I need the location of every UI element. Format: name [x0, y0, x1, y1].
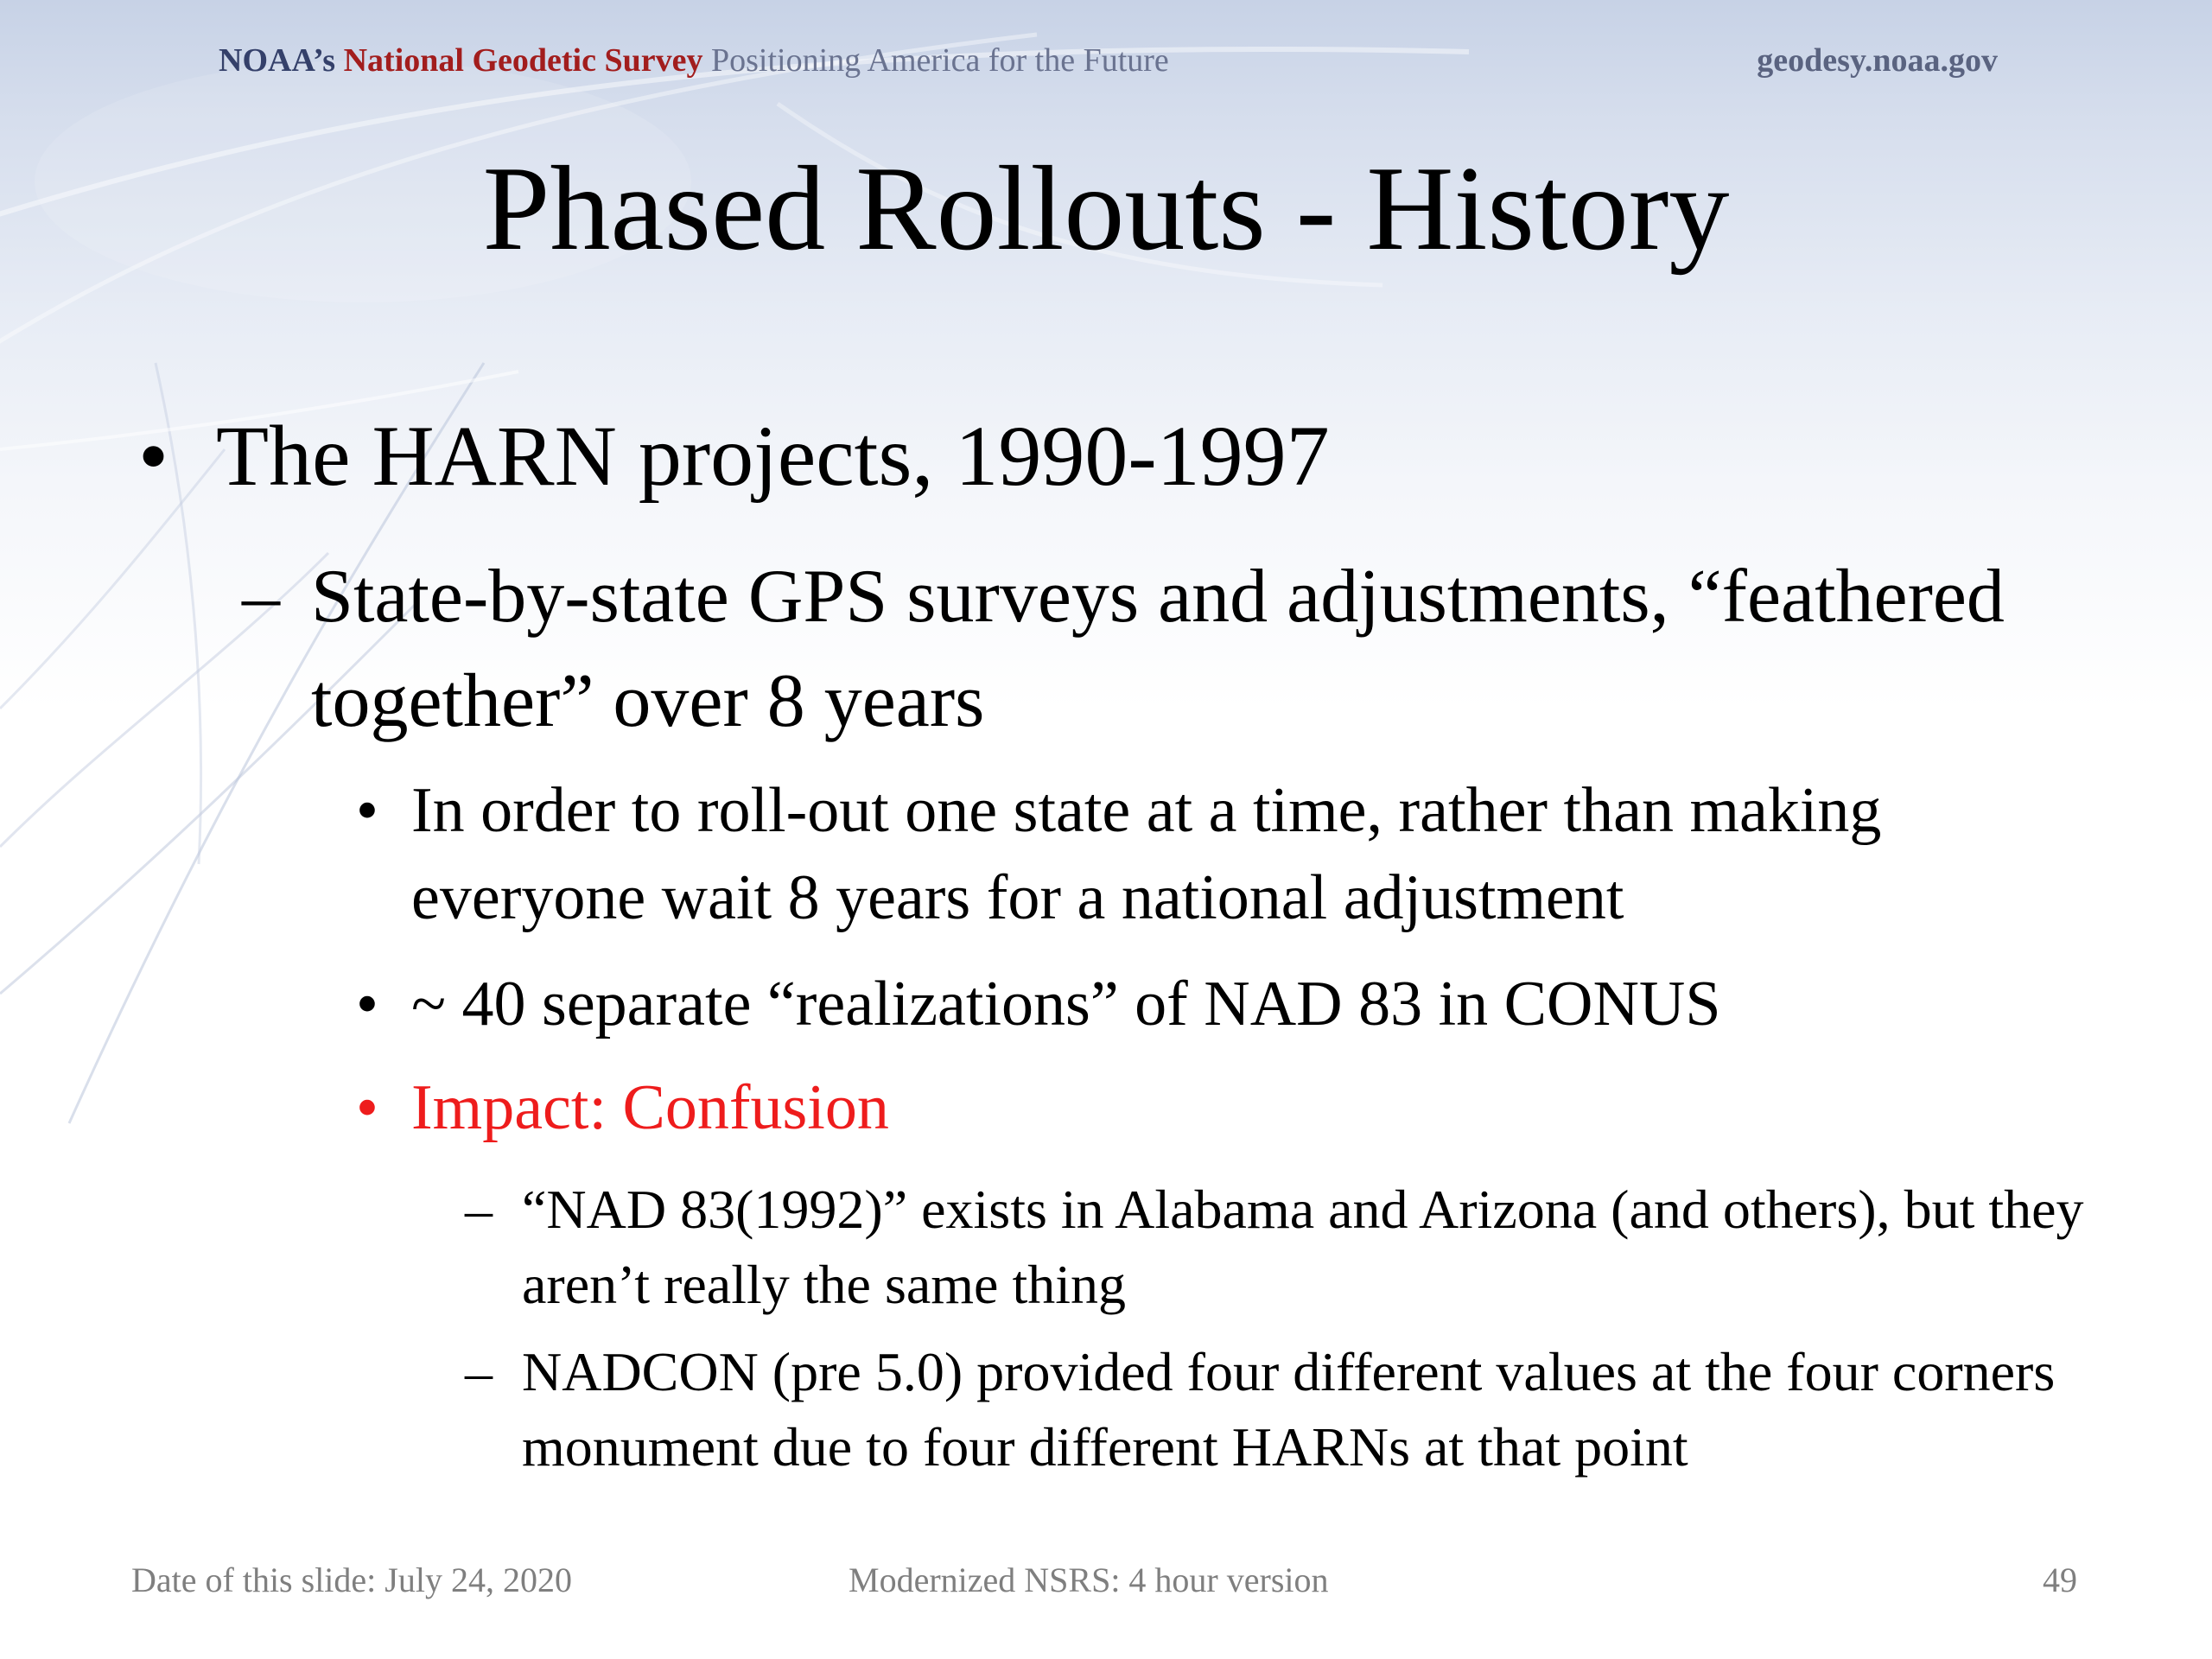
dash-marker: – — [465, 1341, 493, 1402]
header-website: geodesy.noaa.gov — [1757, 42, 1998, 79]
bullet-marker: • — [138, 408, 169, 504]
slide-title: Phased Rollouts - History — [482, 142, 1730, 276]
header-org: NOAA’s — [219, 42, 336, 79]
bullet-text: “NAD 83(1992)” exists in Alabama and Arizona (and others), but they aren’t really the same thing — [522, 1179, 2084, 1316]
bullet-text: NADCON (pre 5.0) provided four different values at the four corners monument due to four different HARNs at that point — [522, 1341, 2056, 1478]
bullet-marker: • — [356, 969, 378, 1039]
footer-date: Date of this slide: July 24, 2020 — [131, 1560, 572, 1599]
dash-marker: – — [465, 1179, 493, 1240]
footer-presentation-title: Modernized NSRS: 4 hour version — [849, 1560, 1329, 1599]
dash-marker: – — [242, 555, 280, 639]
bullet-text: ~ 40 separate “realizations” of NAD 83 in CONUS — [411, 969, 1721, 1039]
bullet-marker: • — [356, 775, 378, 846]
bullet-text: The HARN projects, 1990-1997 — [216, 408, 1330, 504]
bullet-text-emphasis: Impact: Confusion — [411, 1072, 889, 1143]
header-tagline: Positioning America for the Future — [710, 42, 1169, 79]
footer-page-number: 49 — [2043, 1560, 2077, 1599]
bullet-text: State-by-state GPS surveys and adjustments, “feathered together” over 8 years — [311, 555, 2005, 744]
bullet-marker: • — [356, 1072, 378, 1143]
header-branding — [219, 41, 1169, 79]
bullet-text: In order to roll-out one state at a time, rather than making everyone wait 8 years for a national adjustment — [411, 775, 1882, 933]
header-survey-name: National Geodetic Survey — [343, 42, 703, 79]
